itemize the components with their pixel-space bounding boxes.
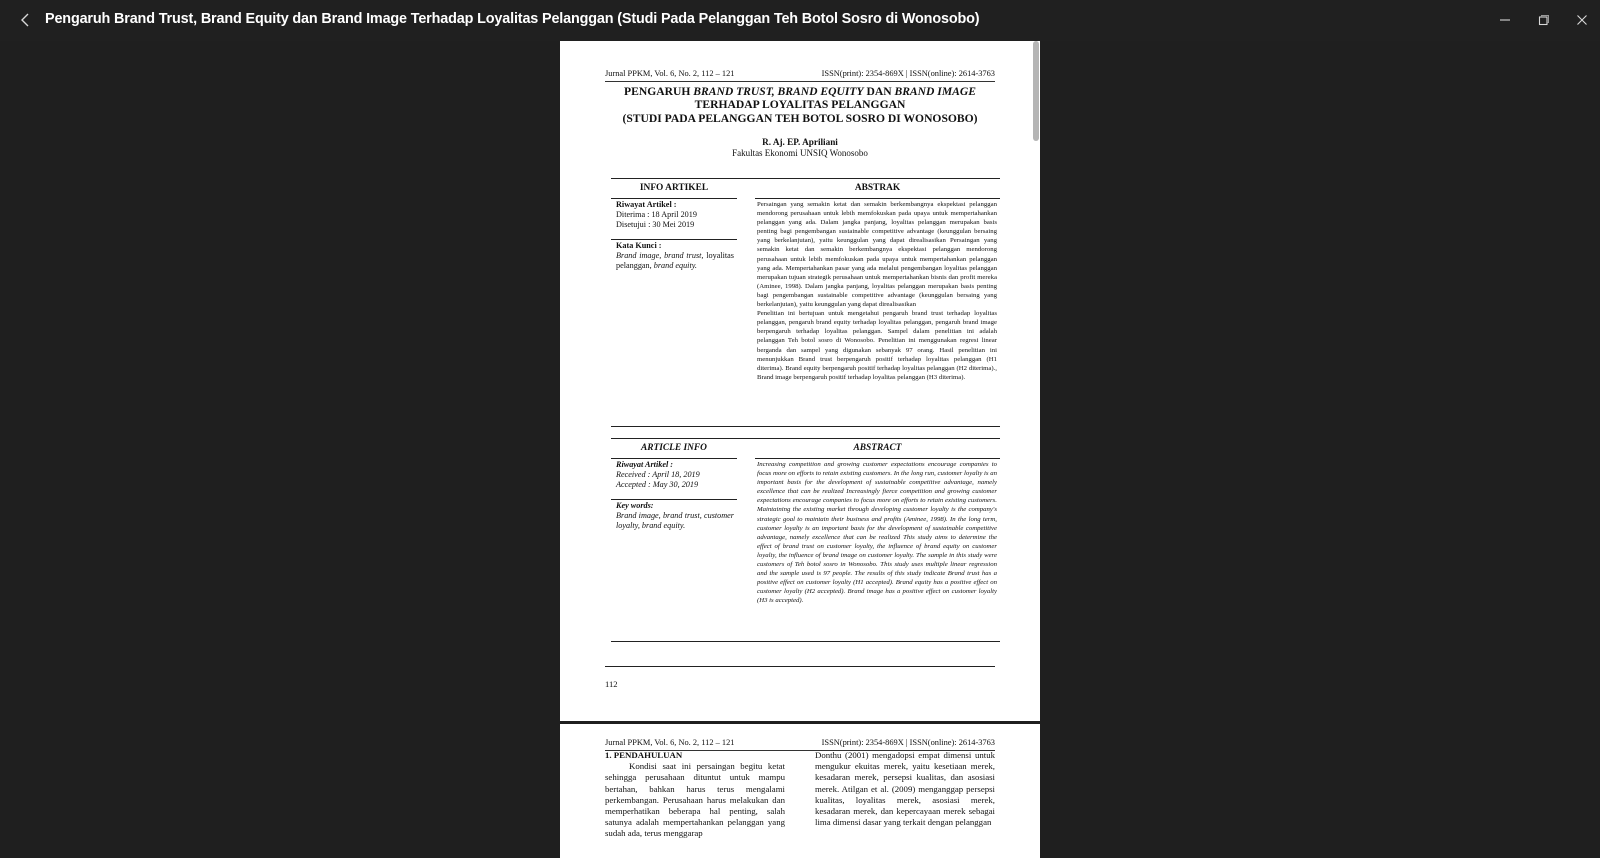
section-heading: 1. PENDAHULUAN <box>605 750 683 760</box>
body-column-left <box>605 750 785 840</box>
minimize-button[interactable] <box>1491 6 1519 34</box>
title-part: BRAND IMAGE <box>894 85 976 98</box>
info-artikel-heading: INFO ARTIKEL <box>639 183 709 193</box>
title-line-3: (STUDI PADA PELANGGAN TEH BOTOL SOSRO DI WONOSOBO) <box>622 111 978 125</box>
divider <box>611 458 737 459</box>
divider <box>611 438 1000 439</box>
maximize-button[interactable] <box>1530 6 1558 34</box>
abstrak-paragraph-1: Persaingan yang semakin ketat dan semakin berkembangnya ekspektasi pelanggan mendorong perusahaan untuk lebih memfokuskan pada upaya untuk mempertahankan pelanggan yang ada. Dalam jangka panjang, loyalitas pelanggan merupakan basis penting bagi pengembangan sustainable competitive advantage (keunggulan bersaing yang berkelanjutan), yaitu keunggulan yang dapat direalisasikan Persaingan yang semakin ketat dan semakin berkembangnya ekspektasi pelanggan mendorong perusahaan untuk lebih memfokuskan pada upaya untuk mempertahankan pelanggan yang ada. Mempertahankan pasar yang ada melalui pengembangan loyalitas pelanggan merupakan tujuan strategik perusahaan untuk mempertahankan bisnis dan profit mereka (Aminee, 1998). Dalam jangka panjang, loyalitas pelanggan merupakan basis penting bagi pengembangan sustainable competitive advantage (keunggulan bersaing yang berkelanjutan), yaitu keunggulan yang dapat direalisasikan <box>757 201 997 309</box>
article-info-heading: ARTICLE INFO <box>641 443 707 453</box>
close-icon <box>1576 14 1588 26</box>
minimize-icon <box>1499 14 1511 26</box>
divider <box>755 198 1000 199</box>
issn-info: ISSN(print): 2354-869X | ISSN(online): 2614-3763 <box>821 69 995 78</box>
restore-icon <box>1538 14 1550 26</box>
divider <box>611 641 1000 642</box>
title-part: BRAND TRUST, BRAND EQUITY <box>693 85 864 98</box>
document-title: Pengaruh Brand Trust, Brand Equity dan Brand Image Terhadap Loyalitas Pelanggan (Studi Pada Pelanggan Teh Botol Sosro di Wonosobo) <box>45 11 980 27</box>
divider <box>611 499 737 500</box>
back-button[interactable] <box>14 8 38 32</box>
abstrak-body <box>757 200 997 382</box>
keywords-en <box>616 501 734 531</box>
journal-info: Jurnal PPKM, Vol. 6, No. 2, 112 – 121 <box>605 738 735 747</box>
keywords-id <box>616 241 734 271</box>
article-history-id <box>616 200 734 230</box>
received-date: Received : April 18, 2019 <box>616 470 700 479</box>
keywords-text: Brand image, brand trust, <box>616 251 704 260</box>
divider <box>755 458 1000 459</box>
body-column-right <box>815 750 995 828</box>
running-head <box>605 69 995 82</box>
issn-info: ISSN(print): 2354-869X | ISSN(online): 2614-3763 <box>821 738 995 747</box>
article-history-en <box>616 460 734 490</box>
title-bar <box>0 0 1600 41</box>
abstrak-heading: ABSTRAK <box>854 183 901 193</box>
close-button[interactable] <box>1568 6 1596 34</box>
abstrak-paragraph-2: Penelitian ini bertujuan untuk mengetahui pengaruh brand trust terhadap loyalitas pelanggan, pengaruh brand equity terhadap loyalitas pelanggan, pengaruh brand image berpengaruh terhadap loyalitas pelanggan. Sampel dalam penelitian ini adalah pelanggan Teh botol sosro di Wonosobo. Penelitian ini menggunakan regresi linear berganda dan sampel yang digunakan sebanyak 97 orang. Hasil penelitian ini menunjukkan Brand trust berpengaruh positif terhadap loyalitas pelanggan (H1 diterima). Brand equity berpengaruh positif terhadap loyalitas pelanggan (H2 diterima)., Brand image berpengaruh positif terhadap loyalitas pelanggan (H3 diterima). <box>757 310 997 381</box>
history-label: Riwayat Artikel : <box>616 200 677 209</box>
title-line-2: TERHADAP LOYALITAS PELANGGAN <box>694 98 906 112</box>
pdf-page-2 <box>560 724 1040 858</box>
abstract-heading: ABSTRACT <box>853 443 902 453</box>
divider <box>611 198 737 199</box>
affiliation: Fakultas Ekonomi UNSIQ Wonosobo <box>732 148 868 158</box>
accepted-date: Accepted : May 30, 2019 <box>616 480 699 489</box>
keywords-label: Kata Kunci : <box>616 241 662 250</box>
keywords-label: Key words: <box>616 501 654 510</box>
title-part: PENGARUH <box>624 85 694 98</box>
author: R. Aj. EP. Apriliani <box>762 137 838 147</box>
keywords-text: loyalitas pelanggan, <box>616 251 734 270</box>
pdf-page-1 <box>560 41 1040 721</box>
received-date: Diterima : 18 April 2019 <box>616 210 697 219</box>
abstract-body: Increasing competition and growing customer expectations encourage companies to focus more on efforts to retain existing customers. In the long run, customer loyalty is an important basis for the development of sustainable competitive advantage, namely excellence that can be realized Increasingly fierce competition and growing customer expectations encourage companies to focus more on efforts to retain existing customers. Maintaining the existing market through developing customer loyalty is the company's strategic goal to maintain their business and profits (Aminee, 1998). In the long term, customer loyalty is an important basis for the development of sustainable competitive advantage, namely excellence that can be realized This study aims to determine the effect of brand trust on customer loyalty, the influence of brand equity on customer loyalty, the influence of brand image on customer loyalty. The sample in this study were customers of Teh botol sosro in Wonosobo. This study uses multiple linear regression and the sample used is 97 people. The results of this study indicate Brand trust has a positive effect on customer loyalty (H1 accepted). Brand equity has a positive effect on customer loyalty (H2 accepted). Brand image has a positive effect on customer loyalty (H3 is accepted). <box>757 461 997 605</box>
divider <box>611 239 737 240</box>
keywords-text: Brand image, brand trust, customer loyalty, brand equity. <box>616 511 734 530</box>
body-paragraph: Donthu (2001) mengadopsi empat dimensi untuk mengukur ekuitas merek, yaitu kesetiaan merek, kesadaran merek, persepsi kualitas, dan asosiasi merek. Atilgan et al. (2009) menganggap persepsi kualitas, loyalitas merek, asosiasi merek, kesadaran merek, dan kepercayaan merek sebagai lima dimensi dasar yang terkait dengan pelanggan <box>815 750 995 828</box>
keywords-text: brand equity. <box>653 261 697 270</box>
divider <box>611 178 1000 179</box>
accepted-date: Disetujui : 30 Mei 2019 <box>616 220 695 229</box>
divider <box>611 426 1000 427</box>
body-paragraph: Kondisi saat ini persaingan begitu ketat sehingga perusahaan dituntut untuk mampu bertahan, bahkan harus terus mengalami perkembangan. Perusahaan harus melakukan dan memperhatikan beberapa hal penting, salah satunya adalah mempertahankan pelanggan yang sudah ada, terus menggarap <box>605 761 785 839</box>
page-number: 112 <box>605 679 618 689</box>
journal-info: Jurnal PPKM, Vol. 6, No. 2, 112 – 121 <box>605 69 735 78</box>
footer-divider <box>605 666 995 667</box>
pdf-viewer[interactable] <box>0 41 1600 858</box>
history-label: Riwayat Artikel : <box>616 460 674 469</box>
title-part: DAN <box>863 85 895 98</box>
vertical-scrollbar[interactable] <box>1033 41 1039 141</box>
chevron-left-icon <box>20 13 32 27</box>
paper-title <box>580 85 1020 125</box>
